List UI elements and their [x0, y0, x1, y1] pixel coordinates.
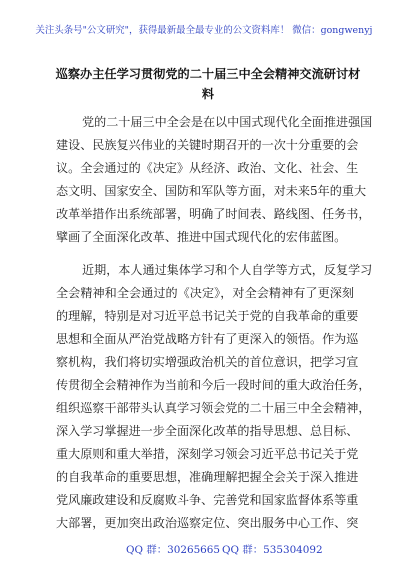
paragraph-2-line: 传贯彻全会精神作为当前和今后一段时间的重大政治任务，	[56, 378, 371, 392]
paragraph-2-line: 思想和全面从严治党战略方针有了更深入的领悟。作为巡	[56, 332, 359, 346]
paragraph-1-line: 议。全会通过的《决定》从经济、政治、文化、社会、生	[56, 161, 359, 175]
paragraph-2-line: 党风廉政建设和反腐败斗争、完善党和国家监督体系等重	[56, 493, 359, 507]
paragraph-1-line: 改革举措作出系统部署，明确了时间表、路线图、任务书，	[56, 207, 371, 221]
paragraph-2-line: 近期，本人通过集体学习和个人自学等方式，反复学习	[82, 263, 373, 277]
title-line-1: 巡察办主任学习贯彻党的二十届三中全会精神交流研讨材	[55, 67, 361, 81]
header-banner: 关注头条号"公文研究"，获得最新最全最专业的公文资料库！ 微信：gongwenyj	[35, 25, 373, 36]
paragraph-2-line: 的理解，特别是对习近平总书记关于党的自我革命的重要	[56, 309, 359, 323]
paragraph-1-line: 建设、民族复兴伟业的关键时期召开的一次十分重要的会	[56, 138, 359, 152]
paragraph-1-line: 态文明、国家安全、国防和军队等方面，对未来5年的重大	[56, 184, 367, 198]
footer-qq-group-2: QQ 群：535304092	[222, 544, 323, 556]
paragraph-2-line: 大部署，更加突出政治巡察定位、突出服务中心工作、突	[56, 516, 359, 530]
paragraph-2-line: 察机构，我们将切实增强政治机关的首位意识，把学习宣	[56, 355, 359, 369]
paragraph-1-line: 擘画了全面深化改革、推进中国式现代化的宏伟蓝图。	[56, 230, 347, 244]
footer-qq-group-1: QQ 群：30265665	[126, 544, 221, 556]
paragraph-1-line: 党的二十届三中全会是在以中国式现代化全面推进强国	[82, 115, 373, 129]
paragraph-2-line: 组织巡察干部带头认真学习领会党的二十届三中全会精神，	[56, 401, 371, 415]
document-title	[52, 64, 364, 104]
paragraph-2-line: 全会精神和全会通过的《决定》，对全会精神有了更深刻	[56, 286, 354, 300]
title-line-2: 料	[201, 87, 215, 101]
paragraph-2-line: 重大原则和重大举措，深刻学习领会习近平总书记关于党	[56, 447, 359, 461]
paragraph-2-line: 的自我革命的重要思想，准确理解把握全会关于深入推进	[56, 470, 359, 484]
paragraph-2-line: 深入学习掌握进一步全面深化改革的指导思想、总目标、	[56, 424, 359, 438]
